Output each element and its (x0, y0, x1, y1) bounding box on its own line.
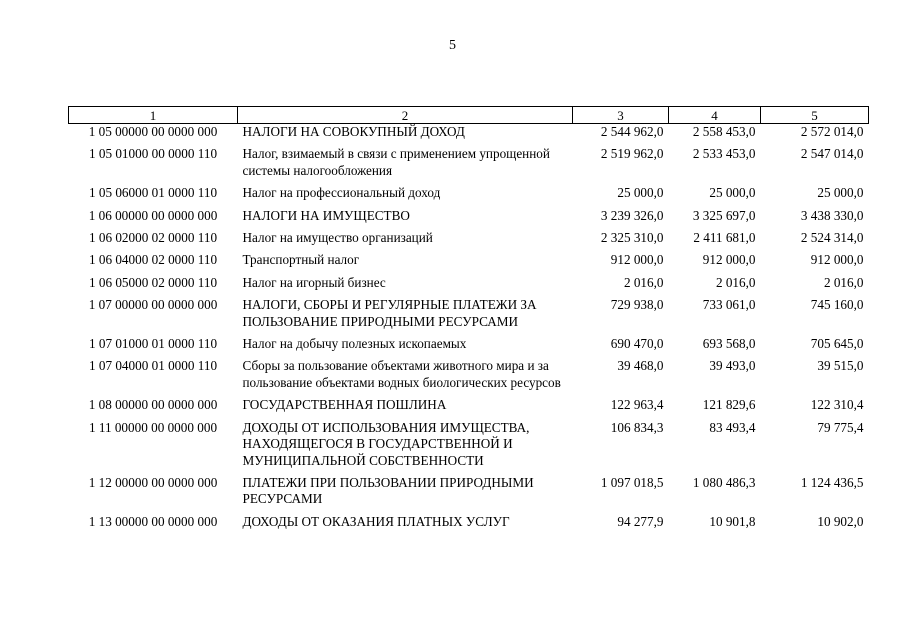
column-header-value-2: 4 (669, 107, 761, 124)
header-row (69, 107, 869, 124)
table-row (69, 294, 869, 333)
revenue-name-cell: Сборы за пользование объектами животного мира и за пользование объектами водных биологических ресурсов (242, 358, 561, 390)
budget-code-cell: 1 07 00000 00 0000 000 (88, 297, 218, 313)
budget-code-cell: 1 06 00000 00 0000 000 (88, 207, 218, 223)
value-cell-3: 2 016,0 (823, 274, 864, 290)
value-cell-1: 25 000,0 (617, 185, 664, 201)
value-cell-1: 2 544 962,0 (600, 124, 664, 139)
value-cell-3: 79 775,4 (817, 419, 864, 435)
revenue-name-cell: ГОСУДАРСТВЕННАЯ ПОШЛИНА (242, 397, 447, 413)
page-number: 5 (449, 38, 456, 53)
table-row (69, 333, 869, 355)
value-cell-2: 10 901,8 (709, 513, 756, 529)
table-row (69, 472, 869, 511)
column-header-value-3: 5 (761, 107, 869, 124)
revenue-name-cell: Транспортный налог (242, 252, 360, 268)
budget-code-cell: 1 07 04000 01 0000 110 (88, 358, 218, 374)
revenue-name-cell: ДОХОДЫ ОТ ИСПОЛЬЗОВАНИЯ ИМУЩЕСТВА, НАХОДЯЩЕГОСЯ В ГОСУДАРСТВЕННОЙ И МУНИЦИПАЛЬНОЙ СОБСТВЕННОСТИ (242, 419, 530, 468)
value-cell-2: 693 568,0 (702, 336, 756, 352)
value-cell-1: 106 834,3 (610, 419, 664, 435)
revenue-name-cell: ДОХОДЫ ОТ ОКАЗАНИЯ ПЛАТНЫХ УСЛУГ (242, 513, 510, 529)
value-cell-3: 10 902,0 (817, 513, 864, 529)
value-cell-2: 1 080 486,3 (692, 474, 756, 490)
budget-code-cell: 1 12 00000 00 0000 000 (88, 474, 218, 490)
revenue-name-cell: Налог на имущество организаций (242, 230, 433, 246)
value-cell-3: 2 547 014,0 (800, 146, 864, 162)
revenue-name-cell: НАЛОГИ, СБОРЫ И РЕГУЛЯРНЫЕ ПЛАТЕЖИ ЗА ПОЛЬЗОВАНИЕ ПРИРОДНЫМИ РЕСУРСАМИ (242, 297, 537, 329)
revenue-name-cell: Налог, взимаемый в связи с применением упрощенной системы налогообложения (242, 146, 550, 178)
table-row (69, 143, 869, 182)
budget-code-cell: 1 06 05000 02 0000 110 (88, 274, 218, 290)
value-cell-1: 2 325 310,0 (600, 230, 664, 246)
revenue-name-cell: НАЛОГИ НА СОВОКУПНЫЙ ДОХОД (242, 124, 465, 139)
table-header (69, 107, 869, 124)
table-row (69, 394, 869, 416)
value-cell-1: 122 963,4 (610, 397, 664, 413)
value-cell-3: 1 124 436,5 (800, 474, 864, 490)
budget-code-cell: 1 05 00000 00 0000 000 (88, 124, 218, 139)
value-cell-2: 2 558 453,0 (692, 124, 756, 139)
value-cell-3: 39 515,0 (817, 358, 864, 374)
value-cell-3: 25 000,0 (817, 185, 864, 201)
table-row (69, 124, 869, 144)
table-row (69, 511, 869, 533)
revenue-name-cell: НАЛОГИ НА ИМУЩЕСТВО (242, 207, 410, 223)
budget-code-cell: 1 05 01000 00 0000 110 (88, 146, 218, 162)
value-cell-3: 912 000,0 (810, 252, 864, 268)
value-cell-2: 2 533 453,0 (692, 146, 756, 162)
value-cell-2: 121 829,6 (702, 397, 756, 413)
revenue-name-cell: Налог на профессиональный доход (242, 185, 441, 201)
column-header-value-1: 3 (573, 107, 669, 124)
value-cell-3: 745 160,0 (810, 297, 864, 313)
value-cell-2: 39 493,0 (709, 358, 756, 374)
column-header-code: 1 (69, 107, 238, 124)
column-header-name: 2 (238, 107, 573, 124)
value-cell-3: 3 438 330,0 (800, 207, 864, 223)
value-cell-2: 2 411 681,0 (693, 230, 756, 246)
value-cell-1: 2 016,0 (623, 274, 664, 290)
table-row (69, 249, 869, 271)
value-cell-1: 2 519 962,0 (600, 146, 664, 162)
value-cell-1: 690 470,0 (610, 336, 664, 352)
value-cell-3: 2 524 314,0 (800, 230, 864, 246)
value-cell-1: 3 239 326,0 (600, 207, 664, 223)
value-cell-2: 25 000,0 (709, 185, 756, 201)
table-row (69, 272, 869, 294)
revenue-name-cell: Налог на игорный бизнес (242, 274, 386, 290)
budget-code-cell: 1 06 04000 02 0000 110 (88, 252, 218, 268)
value-cell-3: 2 572 014,0 (800, 124, 864, 139)
table-row (69, 182, 869, 204)
revenue-name-cell: ПЛАТЕЖИ ПРИ ПОЛЬЗОВАНИИ ПРИРОДНЫМИ РЕСУРСАМИ (242, 474, 534, 507)
table-row (69, 227, 869, 249)
value-cell-1: 729 938,0 (610, 297, 664, 313)
table-row (69, 355, 869, 394)
value-cell-2: 2 016,0 (715, 274, 756, 290)
value-cell-3: 122 310,4 (810, 397, 864, 413)
value-cell-2: 912 000,0 (702, 252, 756, 268)
value-cell-2: 83 493,4 (709, 419, 756, 435)
value-cell-1: 94 277,9 (617, 513, 664, 529)
value-cell-3: 705 645,0 (810, 336, 864, 352)
value-cell-1: 1 097 018,5 (600, 474, 664, 490)
budget-code-cell: 1 13 00000 00 0000 000 (88, 513, 218, 529)
value-cell-2: 733 061,0 (702, 297, 756, 313)
budget-code-cell: 1 11 00000 00 0000 000 (88, 419, 218, 435)
table-body (69, 124, 869, 534)
value-cell-1: 912 000,0 (610, 252, 664, 268)
budget-code-cell: 1 05 06000 01 0000 110 (88, 185, 218, 201)
budget-revenue-table (68, 106, 869, 533)
budget-code-cell: 1 08 00000 00 0000 000 (88, 397, 218, 413)
value-cell-1: 39 468,0 (617, 358, 664, 374)
budget-code-cell: 1 07 01000 01 0000 110 (88, 336, 218, 352)
budget-code-cell: 1 06 02000 02 0000 110 (88, 230, 218, 246)
table-row (69, 417, 869, 472)
value-cell-2: 3 325 697,0 (692, 207, 756, 223)
table-row (69, 205, 869, 227)
revenue-name-cell: Налог на добычу полезных ископаемых (242, 336, 467, 352)
